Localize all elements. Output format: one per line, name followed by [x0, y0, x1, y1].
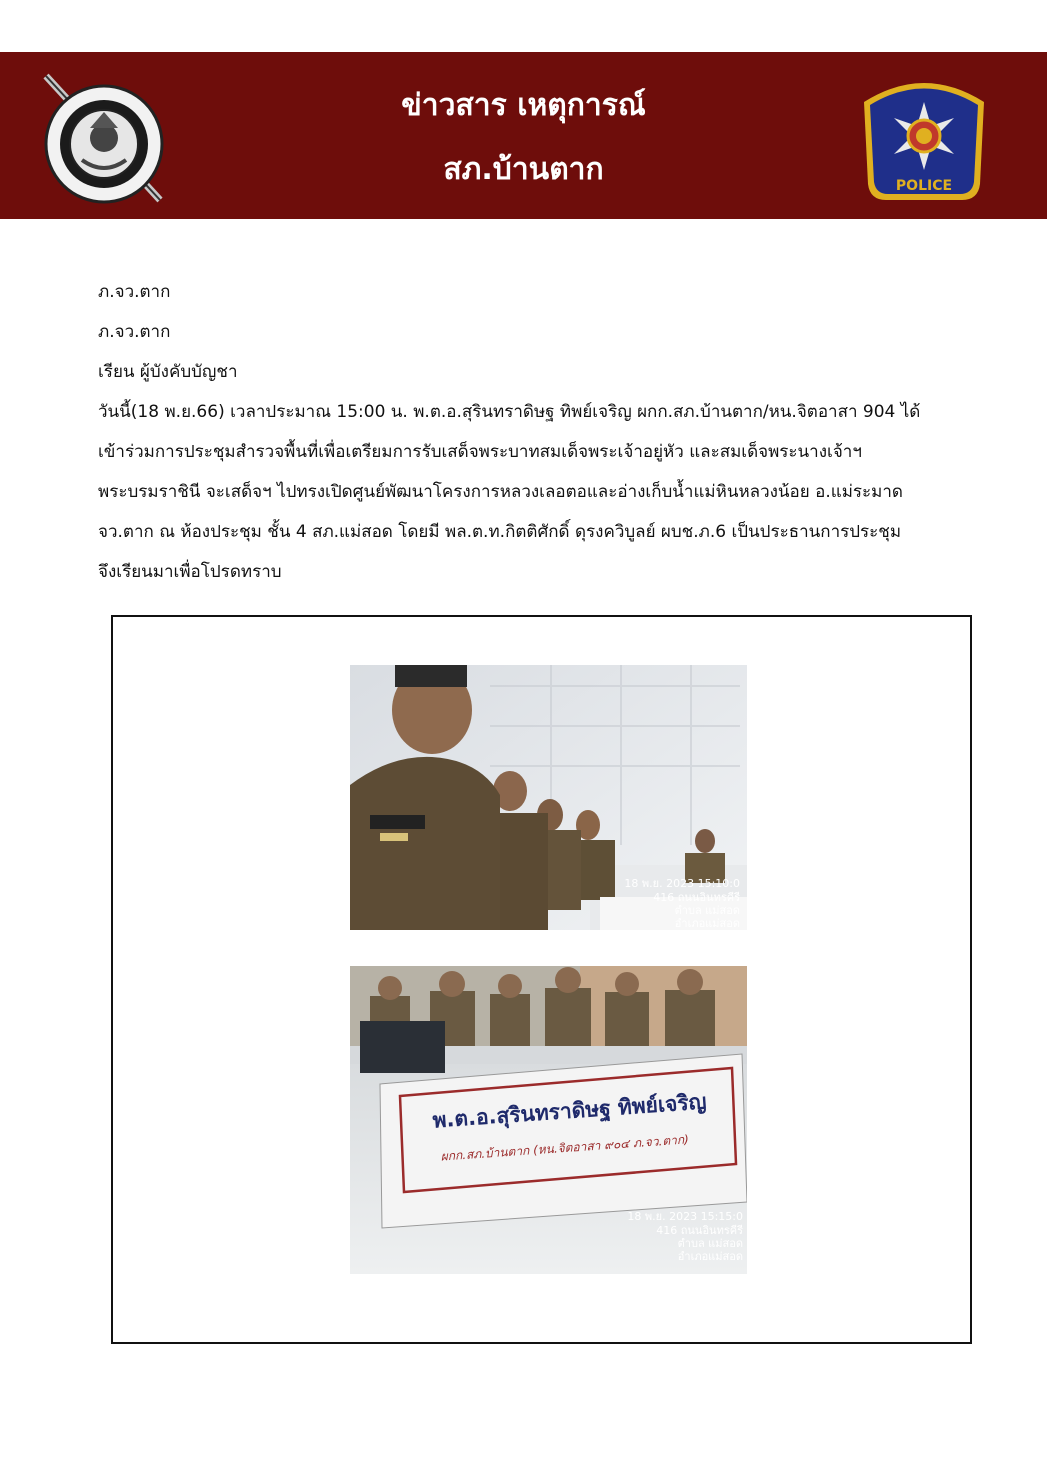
meeting-photo-nameplate — [350, 966, 747, 1274]
report-body — [98, 272, 958, 592]
header-banner — [0, 52, 1047, 219]
report-line: พระบรมราชินี จะเสด็จฯ ไปทรงเปิดศูนย์พัฒนาโครงการหลวงเลอตอและอ่างเก็บน้ำแม่หินหลวงน้อย อ.แม่ระมาด — [98, 482, 903, 502]
photo-location-line: อำเภอแม่สอด — [677, 1250, 743, 1263]
photo-location-line: ตำบล แม่สอด — [674, 904, 740, 917]
report-line: จว.ตาก ณ ห้องประชุม ชั้น 4 สภ.แม่สอด โดยมี พล.ต.ท.กิตติศักดิ์ ดุรงควิบูลย์ ผบช.ภ.6 เป็นประธานการประชุม — [98, 522, 902, 542]
page-title: ข่าวสาร เหตุการณ์ — [401, 88, 646, 123]
photo-frame — [111, 615, 972, 1344]
tak-provincial-police-badge-icon — [858, 72, 990, 204]
station-name: สภ.บ้านตาก — [443, 152, 604, 187]
photo-timestamp: 18 พ.ย. 2023 15:10:0 — [624, 877, 740, 890]
nameplate-title: ผกก.สภ.บ้านตาก (หน.จิตอาสา ๙๐๔ ภ.จว.ตาก) — [440, 1132, 690, 1164]
badge-label: POLICE — [895, 178, 953, 194]
photo-location-line: ตำบล แม่สอด — [677, 1237, 743, 1250]
report-line: ภ.จว.ตาก — [98, 322, 171, 342]
photo-location-line: 416 ถนนอินทรคีรี — [656, 1224, 743, 1237]
report-line: วันนี้(18 พ.ย.66) เวลาประมาณ 15:00 น. พ.ต.อ.สุรินทราดิษฐ ทิพย์เจริญ ผกก.สภ.บ้านตาก/หน.จิตอาสา 904 ได้ — [98, 402, 921, 422]
nameplate-name: พ.ต.อ.สุรินทราดิษฐ ทิพย์เจริญ — [431, 1089, 708, 1133]
report-line: จึงเรียนมาเพื่อโปรดทราบ — [98, 562, 282, 582]
meeting-photo-officers — [350, 665, 747, 930]
report-line: เรียน ผู้บังคับบัญชา — [98, 362, 238, 382]
photo-location-line: 416 ถนนอินทรคีรี — [653, 891, 740, 904]
report-line: ภ.จว.ตาก — [98, 282, 171, 302]
photo-timestamp: 18 พ.ย. 2023 15:15:0 — [627, 1210, 743, 1223]
report-line: เข้าร่วมการประชุมสำรวจพื้นที่เพื่อเตรียมการรับเสด็จพระบาทสมเด็จพระเจ้าอยู่หัว และสมเด็จพระนางเจ้าฯ — [98, 442, 862, 462]
photo-location-line: อำเภอแม่สอด — [674, 917, 740, 930]
